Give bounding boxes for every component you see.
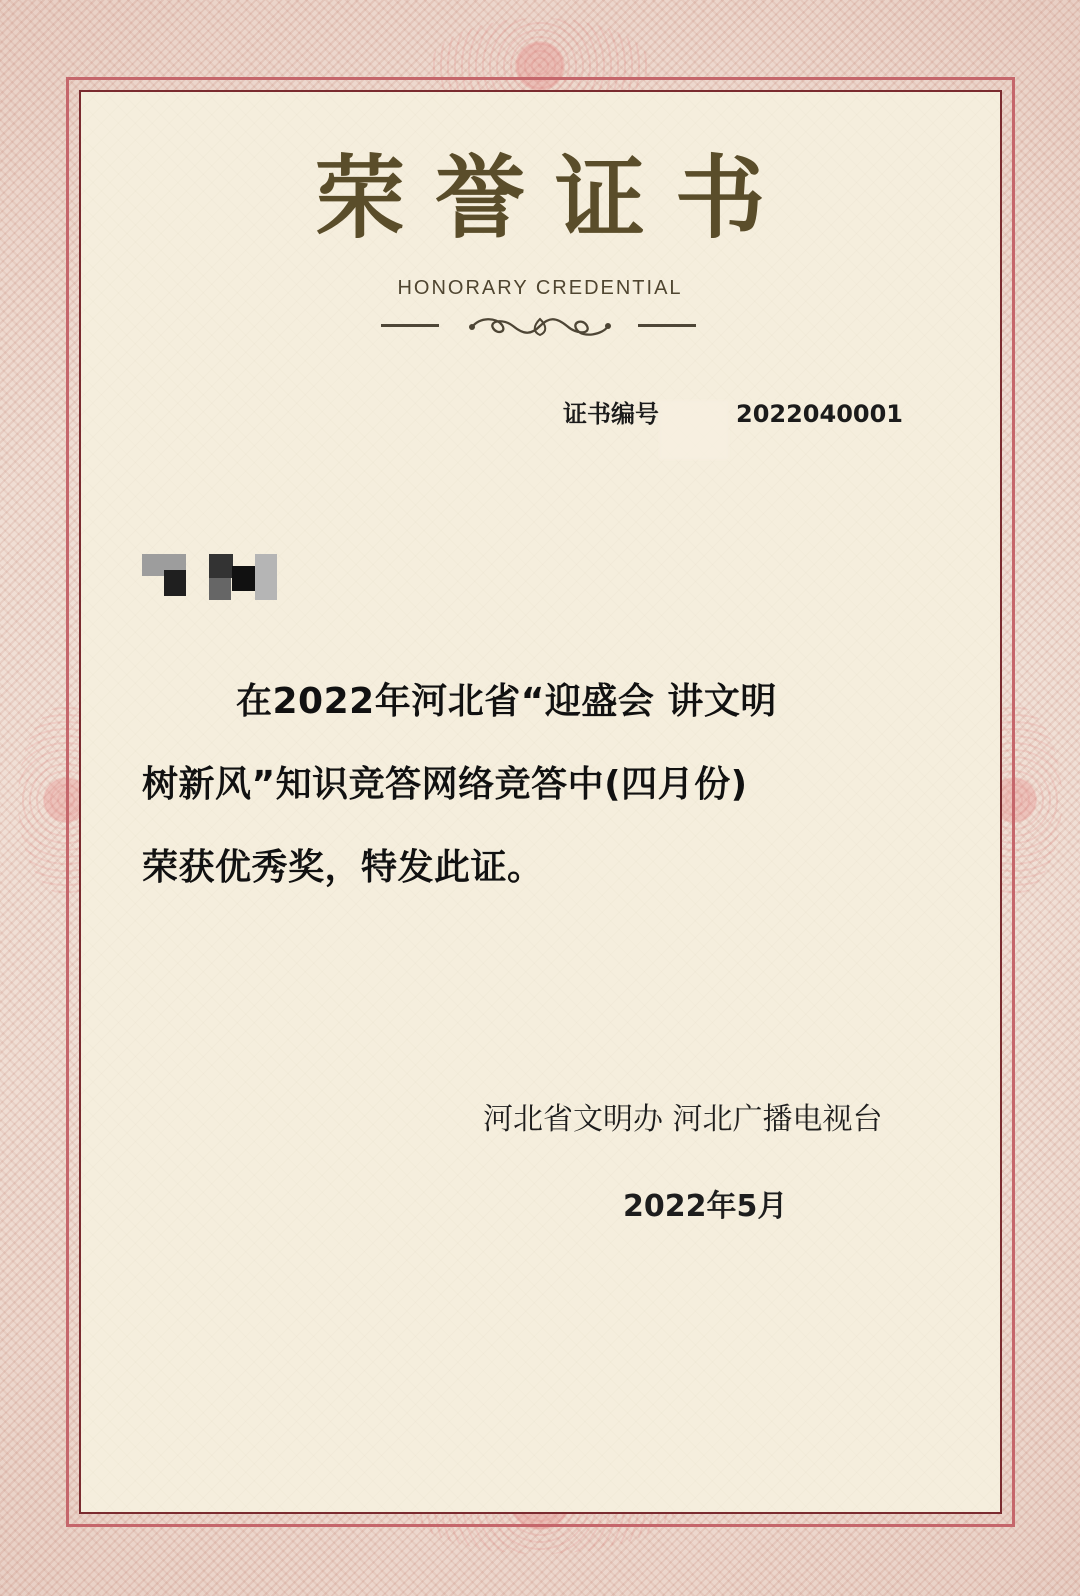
award-body [142, 660, 882, 909]
redaction-pixel [209, 578, 231, 600]
recipient-name-redaction [142, 548, 284, 606]
redaction-pixel [164, 570, 186, 596]
certificate-number-label: 证书编号 [563, 400, 659, 428]
award-body-line-2: 树新风”知识竞答网络竞答中(四月份) [142, 764, 748, 805]
issue-date: 2022年5月 [623, 1189, 788, 1224]
issuer: 河北省文明办 河北广播电视台 [483, 1102, 883, 1137]
certificate-number-redaction [659, 400, 734, 428]
redaction-pixel [255, 554, 277, 600]
flourish-icon [458, 311, 622, 341]
award-body-line-3: 荣获优秀奖，特发此证。 [142, 847, 544, 888]
redaction-pixel [232, 566, 257, 591]
certificate-title: 荣誉证书 [315, 145, 795, 251]
award-body-line-1: 在2022年河北省“迎盛会 讲文明 [236, 681, 777, 722]
certificate-number-value: 2022040001 [736, 400, 903, 428]
certificate-number [563, 398, 903, 430]
certificate-subtitle: HONORARY CREDENTIAL [397, 277, 683, 299]
left-decorative-line [381, 324, 439, 327]
right-decorative-line [638, 324, 696, 327]
redaction-pixel [209, 554, 233, 578]
